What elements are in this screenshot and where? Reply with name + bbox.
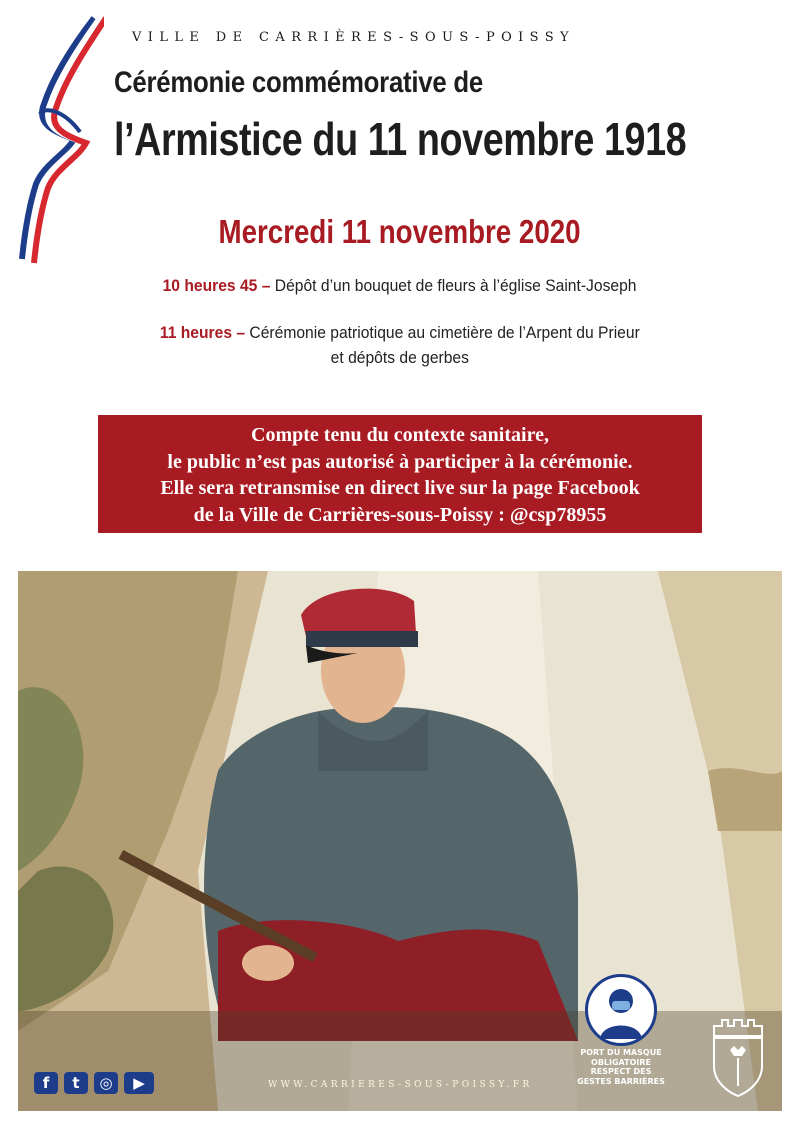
twitter-icon[interactable]: t [64,1072,88,1094]
city-crest-icon [708,1016,768,1098]
title-line-1: Cérémonie commémorative de [114,66,483,99]
schedule-text-2: Cérémonie patriotique au cimetière de l’Arpent du Prieur [249,323,640,342]
notice-line: Compte tenu du contexte sanitaire, [251,424,549,446]
schedule-item-2 [0,320,800,370]
schedule-time-1: 10 heures 45 – [163,276,271,295]
notice-line: Elle sera retransmise en direct live sur la page Facebook [160,477,640,499]
facebook-icon[interactable]: f [34,1072,58,1094]
youtube-icon[interactable]: ▶ [124,1072,154,1094]
soldier-photo [18,571,782,1111]
city-name: VILLE DE CARRIÈRES-SOUS-POISSY [132,30,576,45]
schedule-item-1 [0,276,800,296]
instagram-icon[interactable]: ◎ [94,1072,118,1094]
sanitary-notice [98,415,702,533]
face-mask-icon [585,974,657,1046]
schedule-text-1: Dépôt d’un bouquet de fleurs à l’église Saint-Joseph [275,276,637,295]
title-line-2: l’Armistice du 11 novembre 1918 [114,113,687,165]
mask-label: PORT DU MASQUE OBLIGATOIRE RESPECT DES GESTES BARRIÈRES [577,1048,665,1086]
notice-line: de la Ville de Carrières-sous-Poissy : @csp78955 [193,503,607,526]
notice-line: le public n’est pas autorisé à participer à la cérémonie. [167,450,633,473]
website-url[interactable]: WWW.CARRIERES-SOUS-POISSY.FR [268,1080,533,1090]
schedule-time-2: 11 heures – [160,323,246,342]
event-date: Mercredi 11 novembre 2020 [218,213,582,250]
social-links [34,1072,154,1094]
schedule-text-2b: et dépôts de gerbes [330,348,470,367]
